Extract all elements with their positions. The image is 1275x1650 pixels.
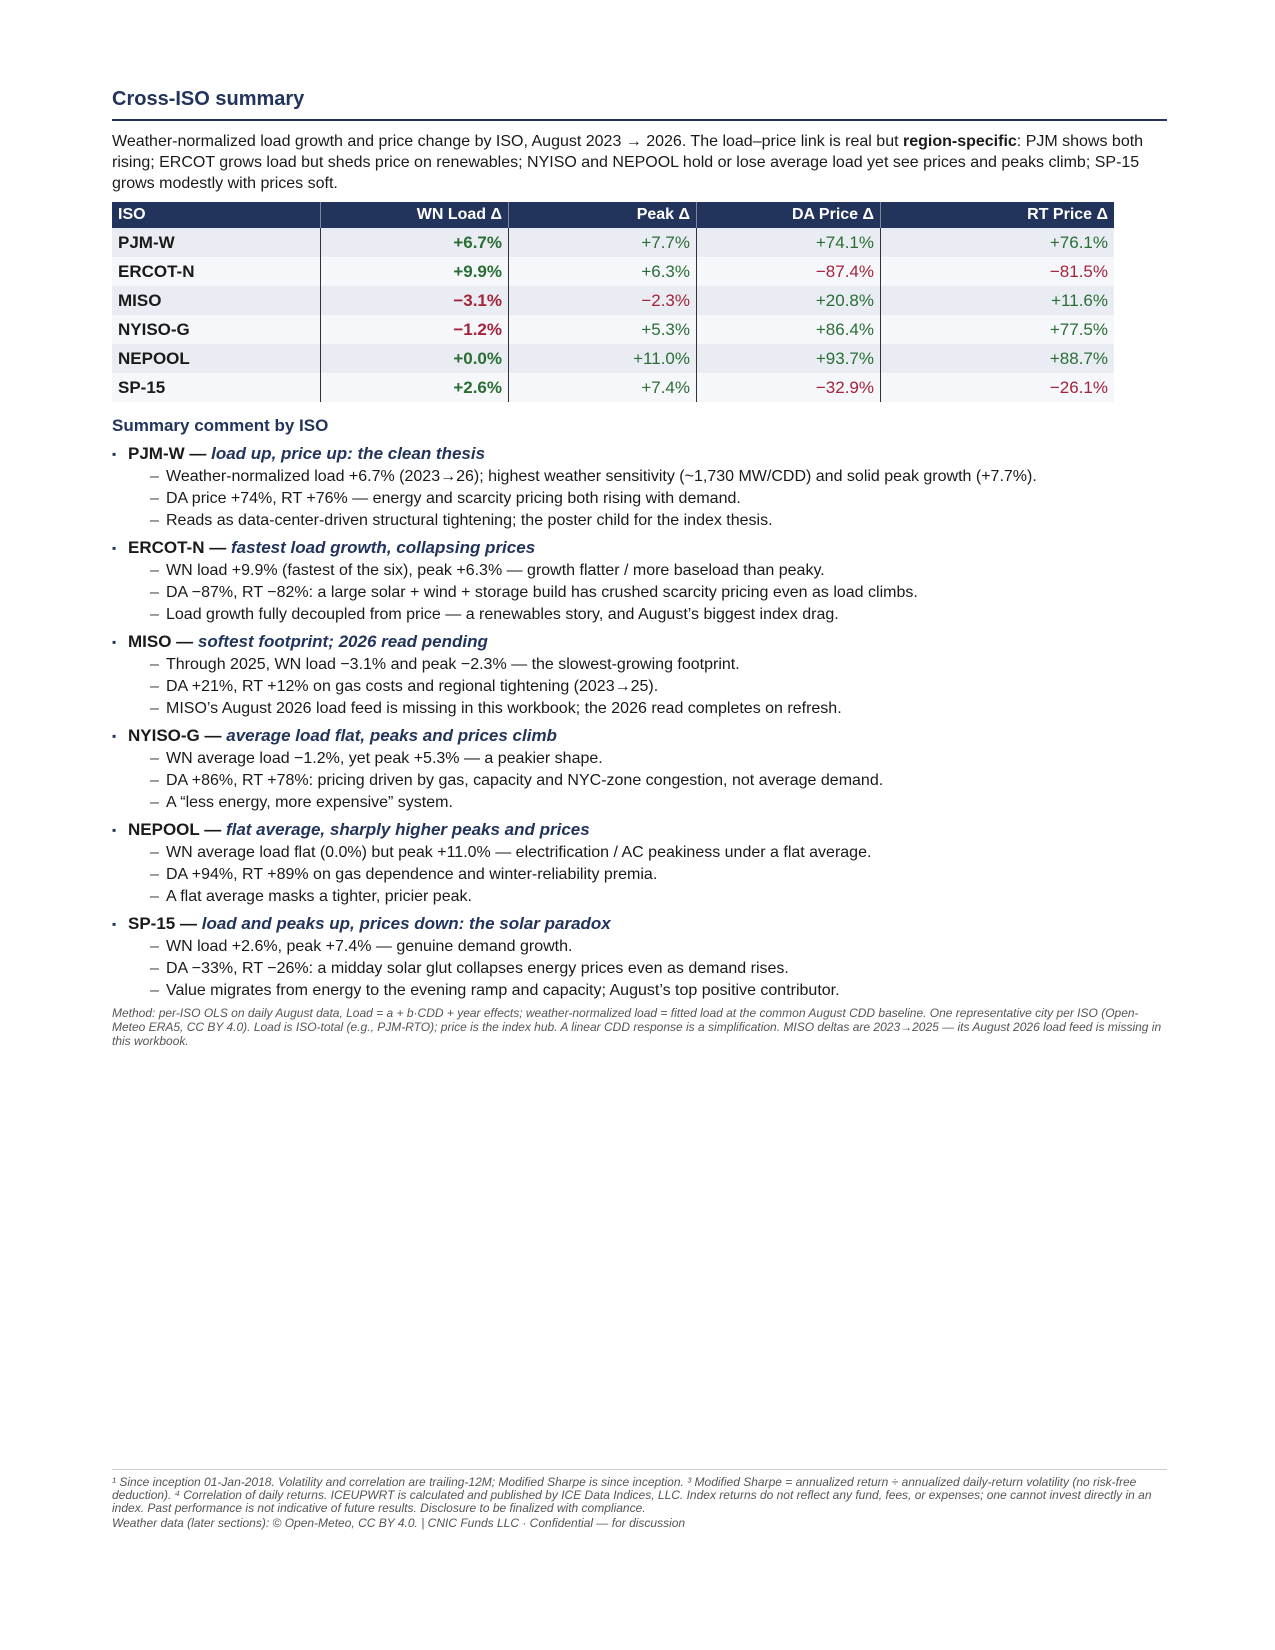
- iso-tagline: fastest load growth, collapsing prices: [230, 538, 536, 557]
- list-item: – A “less energy, more expensive” system.: [150, 792, 1167, 814]
- iso-tagline: average load flat, peaks and prices climb: [226, 726, 557, 745]
- list-item: – Value migrates from energy to the evening ramp and capacity; August’s top positive contributor.: [150, 980, 1167, 1002]
- cell-wn-load: +2.6%: [321, 373, 509, 402]
- iso-comment-heading: [112, 724, 1167, 748]
- list-item: – MISO’s August 2026 load feed is missing in this workbook; the 2026 read completes on refresh.: [150, 698, 1167, 720]
- list-item: – DA −33%, RT −26%: a midday solar glut collapses energy prices even as demand rises.: [150, 958, 1167, 980]
- cell-da-price: +20.8%: [697, 286, 881, 315]
- cell-wn-load: −3.1%: [321, 286, 509, 315]
- iso-points: [112, 560, 1167, 626]
- square-bullet-icon: ▪: [112, 729, 117, 743]
- list-item: – DA price +74%, RT +76% — energy and scarcity pricing both rising with demand.: [150, 488, 1167, 510]
- iso-tagline: load and peaks up, prices down: the solar paradox: [201, 914, 611, 933]
- iso-comment-heading: [112, 912, 1167, 936]
- cell-iso: NYISO-G: [112, 315, 321, 344]
- col-header-da-price: DA Price Δ: [697, 202, 881, 228]
- iso-points: [112, 654, 1167, 720]
- col-header-peak: Peak Δ: [509, 202, 697, 228]
- intro-bold: region-specific: [902, 133, 1017, 150]
- cell-rt-price: −81.5%: [881, 257, 1115, 286]
- table-row: [112, 286, 1114, 315]
- iso-tagline: softest footprint; 2026 read pending: [197, 632, 488, 651]
- cell-iso: PJM-W: [112, 228, 321, 257]
- cell-peak: +7.4%: [509, 373, 697, 402]
- iso-code: NEPOOL —: [128, 820, 222, 839]
- cell-peak: −2.3%: [509, 286, 697, 315]
- cell-peak: +7.7%: [509, 228, 697, 257]
- col-header-rt-price: RT Price Δ: [881, 202, 1115, 228]
- iso-comment: [112, 912, 1167, 1002]
- cell-iso: ERCOT-N: [112, 257, 321, 286]
- iso-points: [112, 842, 1167, 908]
- list-item: – Reads as data-center-driven structural tightening; the poster child for the index thesis.: [150, 510, 1167, 532]
- iso-comment-heading: [112, 630, 1167, 654]
- cell-da-price: +93.7%: [697, 344, 881, 373]
- square-bullet-icon: ▪: [112, 635, 117, 649]
- cell-wn-load: −1.2%: [321, 315, 509, 344]
- cell-rt-price: +77.5%: [881, 315, 1115, 344]
- list-item: – Load growth fully decoupled from price — a renewables story, and August’s biggest index drag.: [150, 604, 1167, 626]
- intro-text-2: : PJM shows both rising; ERCOT grows load but sheds price on renewables; NYISO and NEPOOL hold or lose average load yet see prices and peaks climb; SP-15 grows modestly with prices soft.: [112, 133, 1144, 192]
- list-item: – WN load +9.9% (fastest of the six), peak +6.3% — growth flatter / more baseload than peaky.: [150, 560, 1167, 582]
- cell-rt-price: +76.1%: [881, 228, 1115, 257]
- iso-points: [112, 748, 1167, 814]
- cell-wn-load: +0.0%: [321, 344, 509, 373]
- iso-points: [112, 936, 1167, 1002]
- iso-comment: [112, 536, 1167, 626]
- cell-rt-price: +88.7%: [881, 344, 1115, 373]
- iso-comment: [112, 442, 1167, 532]
- cell-peak: +11.0%: [509, 344, 697, 373]
- square-bullet-icon: ▪: [112, 447, 117, 461]
- square-bullet-icon: ▪: [112, 917, 117, 931]
- footer-disclosure: ¹ Since inception 01-Jan-2018. Volatility and correlation are trailing-12M; Modified Sharpe is since inception. ³ Modified Sharpe = annualized return ÷ annualized daily-return volatility (no risk-free deduction). ⁴ Correlation of daily returns. ICEUPWRT is calculated and published by ICE Data Indices, LLC. Index returns do not reflect any fund, fees, or expenses; one cannot invest directly in an index. Past performance is not indicative of future results. Disclosure to be finalized with compliance.: [112, 1475, 1152, 1515]
- list-item: – DA +94%, RT +89% on gas dependence and winter-reliability premia.: [150, 864, 1167, 886]
- iso-points: [112, 466, 1167, 532]
- cell-wn-load: +9.9%: [321, 257, 509, 286]
- table-body: [112, 228, 1114, 402]
- iso-comment-list: [112, 442, 1167, 1002]
- iso-comment-heading: [112, 442, 1167, 466]
- cell-da-price: −87.4%: [697, 257, 881, 286]
- iso-code: NYISO-G —: [128, 726, 222, 745]
- list-item: – WN load +2.6%, peak +7.4% — genuine demand growth.: [150, 936, 1167, 958]
- table-row: [112, 315, 1114, 344]
- cell-iso: NEPOOL: [112, 344, 321, 373]
- iso-tagline: load up, price up: the clean thesis: [211, 444, 486, 463]
- intro-paragraph: [112, 131, 1167, 194]
- iso-comment-heading: [112, 536, 1167, 560]
- cell-peak: +5.3%: [509, 315, 697, 344]
- iso-tagline: flat average, sharply higher peaks and prices: [225, 820, 590, 839]
- table-row: [112, 373, 1114, 402]
- cell-peak: +6.3%: [509, 257, 697, 286]
- iso-code: ERCOT-N —: [128, 538, 227, 557]
- col-header-wn-load: WN Load Δ: [321, 202, 509, 228]
- iso-code: SP-15 —: [128, 914, 197, 933]
- list-item: – WN average load flat (0.0%) but peak +11.0% — electrification / AC peakiness under a flat average.: [150, 842, 1167, 864]
- cell-da-price: +86.4%: [697, 315, 881, 344]
- table-header-row: [112, 202, 1114, 228]
- cell-rt-price: −26.1%: [881, 373, 1115, 402]
- iso-comment: [112, 818, 1167, 908]
- cell-wn-load: +6.7%: [321, 228, 509, 257]
- square-bullet-icon: ▪: [112, 541, 117, 555]
- cell-rt-price: +11.6%: [881, 286, 1115, 315]
- footer-credits: Weather data (later sections): © Open-Meteo, CC BY 4.0. | CNIC Funds LLC · Confidential — for discussion: [112, 1516, 686, 1530]
- iso-comment: [112, 724, 1167, 814]
- iso-comment: [112, 630, 1167, 720]
- list-item: – DA +21%, RT +12% on gas costs and regional tightening (2023→25).: [150, 676, 1167, 698]
- page: [112, 88, 1167, 1048]
- cell-da-price: +74.1%: [697, 228, 881, 257]
- table-row: [112, 257, 1114, 286]
- list-item: – Through 2025, WN load −3.1% and peak −2.3% — the slowest-growing footprint.: [150, 654, 1167, 676]
- list-item: – DA +86%, RT +78%: pricing driven by gas, capacity and NYC-zone congestion, not average demand.: [150, 770, 1167, 792]
- iso-comment-heading: [112, 818, 1167, 842]
- table-row: [112, 344, 1114, 373]
- list-item: – Weather-normalized load +6.7% (2023→26); highest weather sensitivity (~1,730 MW/CDD) and solid peak growth (+7.7%).: [150, 466, 1167, 488]
- iso-code: MISO —: [128, 632, 194, 651]
- cell-iso: MISO: [112, 286, 321, 315]
- table-row: [112, 228, 1114, 257]
- iso-code: PJM-W —: [128, 444, 207, 463]
- iso-summary-table: [112, 202, 1114, 402]
- intro-text-1: Weather-normalized load growth and price change by ISO, August 2023 → 2026. The load–price link is real but: [112, 133, 903, 150]
- col-header-iso: ISO: [112, 202, 321, 228]
- list-item: – A flat average masks a tighter, pricier peak.: [150, 886, 1167, 908]
- list-item: – WN average load −1.2%, yet peak +5.3% — a peakier shape.: [150, 748, 1167, 770]
- list-item: – DA −87%, RT −82%: a large solar + wind + storage build has crushed scarcity pricing even as load climbs.: [150, 582, 1167, 604]
- method-note: Method: per-ISO OLS on daily August data, Load = a + b·CDD + year effects; weather-normalized load = fitted load at the common August CDD baseline. One representative city per ISO (Open-Meteo ERA5, CC BY 4.0). Load is ISO-total (e.g., PJM-RTO); price is the index hub. A linear CDD response is a simplification. MISO deltas are 2023→2025 — its August 2026 load feed is missing in this workbook.: [112, 1006, 1162, 1048]
- cell-da-price: −32.9%: [697, 373, 881, 402]
- square-bullet-icon: ▪: [112, 823, 117, 837]
- summary-title: Summary comment by ISO: [112, 416, 329, 435]
- footer: [112, 1469, 1167, 1530]
- section-title: Cross-ISO summary: [112, 88, 1167, 121]
- cell-iso: SP-15: [112, 373, 321, 402]
